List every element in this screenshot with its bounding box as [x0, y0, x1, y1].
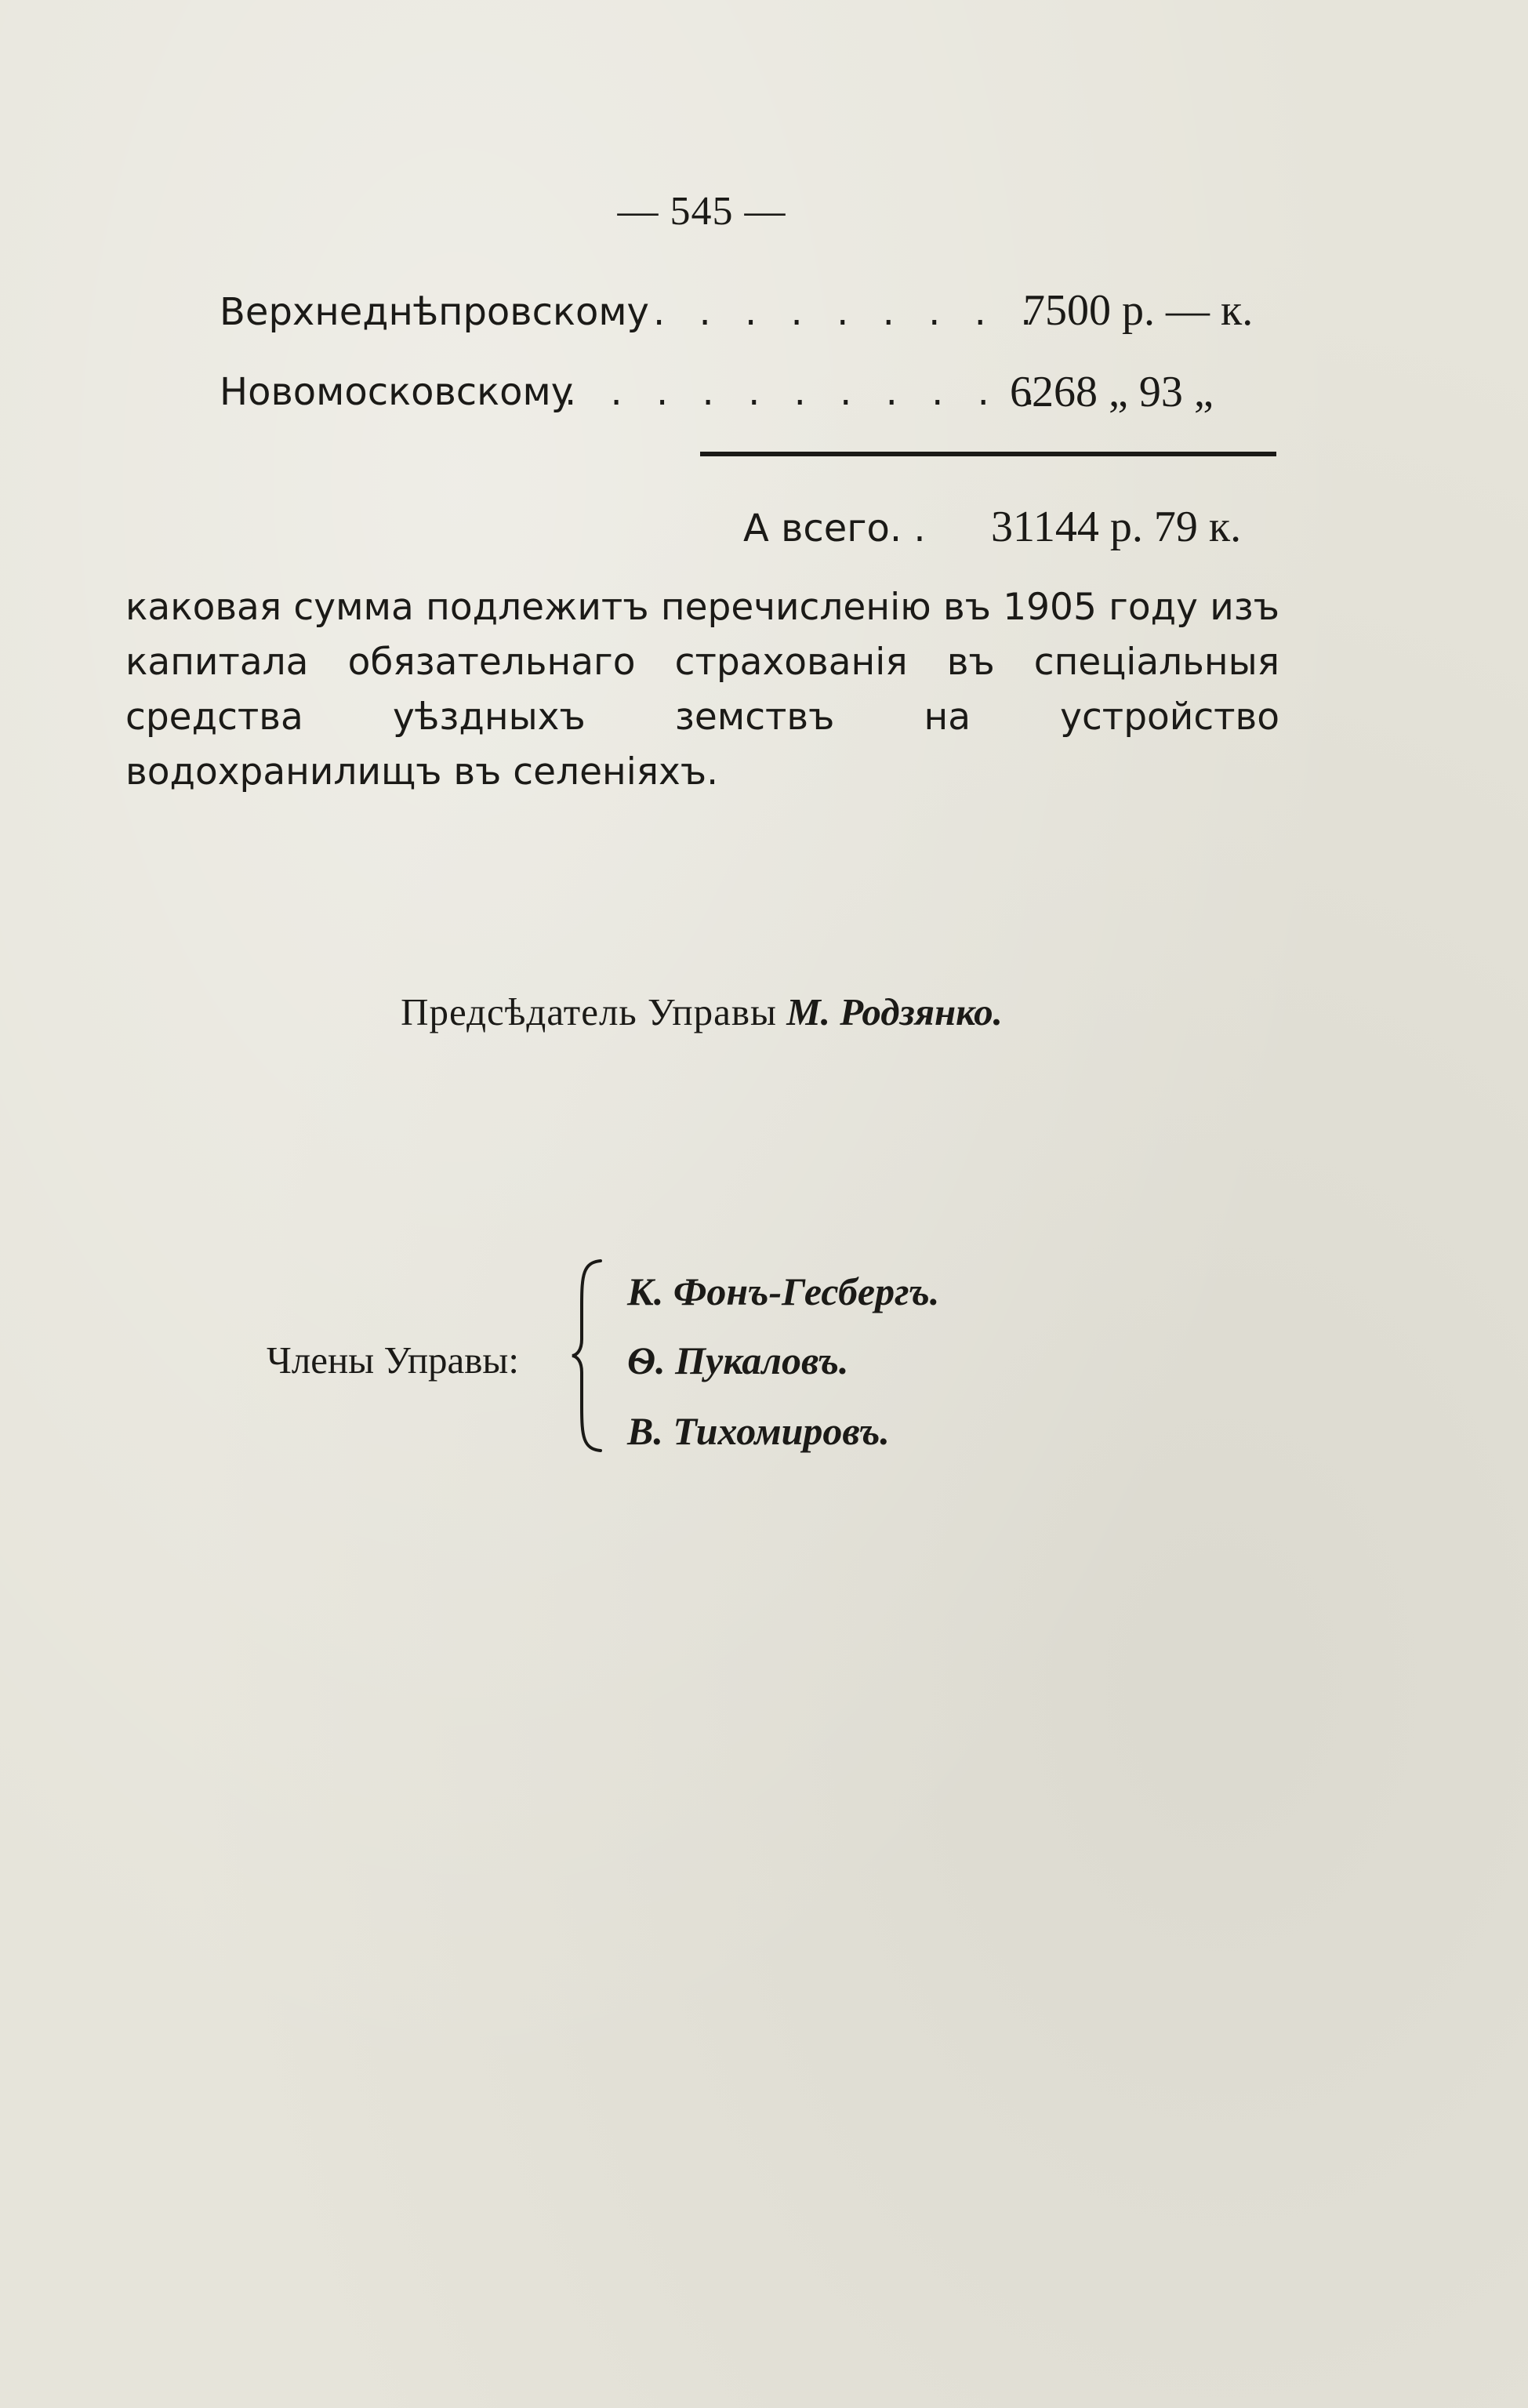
chairman-signature-line: [0, 990, 1403, 1034]
amount-verkhnedneprovsky: 7500 р. — к.: [1023, 286, 1254, 335]
chairman-name: М. Родзянко.: [786, 990, 1003, 1033]
total-label: А всего. .: [743, 507, 926, 550]
leader-dots: . . . . . . . . .: [653, 290, 1043, 334]
page-number: — 545 —: [617, 189, 786, 234]
amount-novomoskovsky: 6268 „ 93 „: [1010, 368, 1214, 416]
leader-dots: . . . . . . . . . . .: [564, 370, 1047, 414]
member-name: В. Тихомировъ.: [627, 1409, 890, 1453]
body-paragraph: каковая сумма подлежитъ перечисленію въ 1905 году изъ капитала обязательнаго страхованія въ спеціальныя средства уѣздныхъ земствъ на устройство водохранилищъ въ селеніяхъ.: [125, 586, 1279, 794]
members-label: Члены Управы:: [267, 1338, 519, 1382]
total-amount: 31144 р. 79 к.: [991, 503, 1242, 551]
district-label-novomoskovsky: Новомосковскому: [220, 370, 574, 414]
member-name: К. Фонъ-Гесбергъ.: [627, 1269, 940, 1313]
chairman-role: Предсѣдатель Управы: [401, 990, 777, 1033]
curly-brace-icon: [571, 1258, 605, 1454]
member-name: Ѳ. Пукаловъ.: [627, 1338, 849, 1382]
sum-rule: [700, 452, 1276, 456]
district-label-verkhnedneprovsky: Верхнеднѣпровскому: [220, 290, 649, 334]
